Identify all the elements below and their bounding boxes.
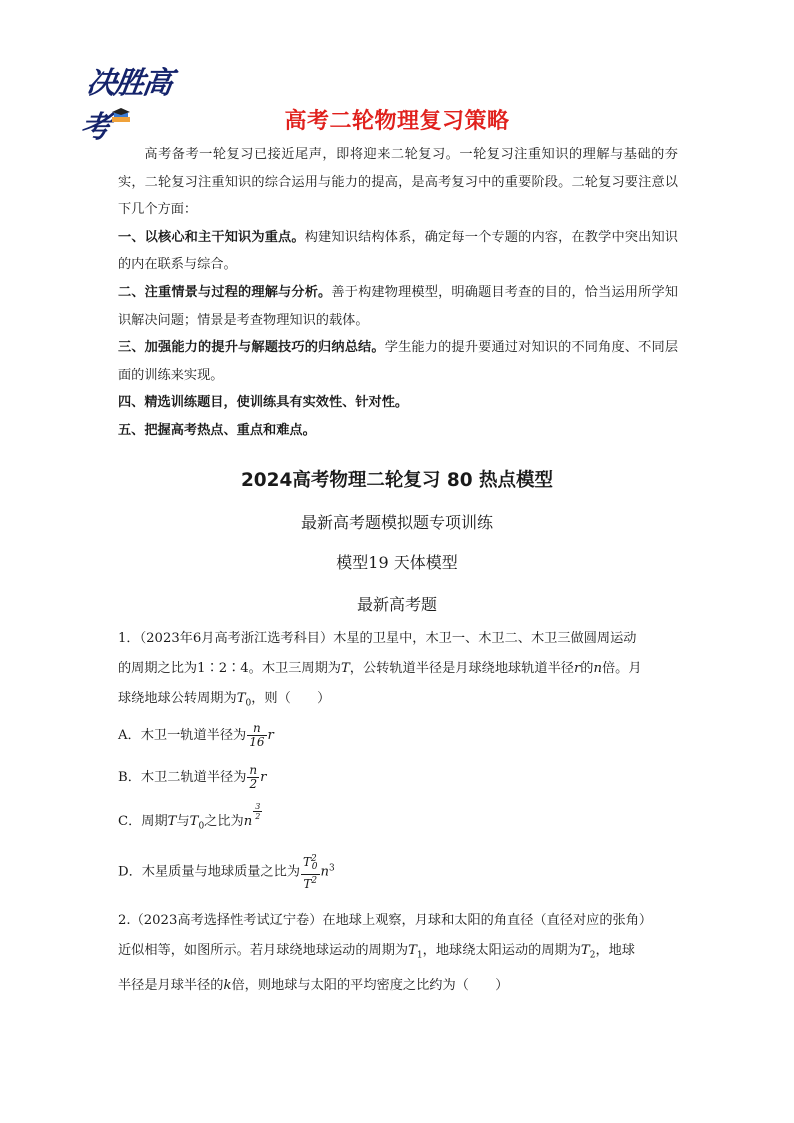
question-2 [118, 906, 678, 1001]
q2-line-2: 近似相等，如图所示。若月球绕地球运动的周期为$T_1$，地球绕太阳运动的周期为$T_2$，地球 [118, 943, 635, 961]
q2-line-3: 半径是月球半径的k倍，则地球与太阳的平均密度之比约为（ ） [118, 977, 509, 993]
point-1: 一、以核心和主干知识为重点。构建知识结构体系，确定每一个专题的内容，在教学中突出知识的内在联系与综合。 [118, 229, 678, 273]
point-3: 三、加强能力的提升与解题技巧的归纳总结。学生能力的提升要通过对知识的不同角度、不同层面的训练来实现。 [118, 340, 679, 383]
fraction: $\frac{n}{16}$ [249, 721, 265, 749]
q2-line-1: 2.（2023高考选择性考试辽宁卷）在地球上观察，月球和太阳的角直径（直径对应的张角） [118, 913, 653, 928]
logo-text: 决胜高考 [77, 66, 174, 145]
subtitle-section: 最新高考题 [356, 595, 437, 614]
point-4: 四、精选训练题目，使训练具有实效性、针对性。 [118, 395, 409, 411]
subtitle-training: 最新高考题模拟题专项训练 [300, 513, 493, 532]
strategy-body [118, 141, 678, 445]
q1-option-d[interactable]: D．木星质量与地球质量之比为 $\frac{T^2_0}{T^2}$ $n^3$ [118, 854, 335, 892]
q1-line-3: 球绕地球公转周期为$T_0$，则（ ） [118, 691, 331, 709]
fraction: $\frac{n}{2}$ [249, 763, 258, 791]
q1-option-a[interactable]: A．木卫一轨道半径为 $\frac{n}{16}$ r [118, 721, 274, 749]
point-2: 二、注重情景与过程的理解与分析。善于构建物理模型，明确题目考查的目的，恰当运用所学知识解决问题；情景是考查物理知识的载体。 [118, 284, 678, 328]
q1-line-2: 的周期之比为1∶2∶4。木卫三周期为T，公转轨道半径是月球绕地球轨道半径r的n倍。月 [118, 661, 642, 676]
q1-line-1: 1．（2023年6月高考浙江选考科目）木星的卫星中，木卫一、木卫二、木卫三做圆周运动 [118, 631, 637, 646]
question-1 [118, 624, 678, 719]
q1-option-c[interactable]: C．周期T与$T_0$之比为n $\frac{3}{2}$ [118, 802, 261, 832]
q1-option-b[interactable]: B．木卫二轨道半径为 $\frac{n}{2}$ r [118, 763, 267, 791]
main-title: 2024高考物理二轮复习 80 热点模型 [240, 470, 554, 491]
exponent-fraction: $\frac{3}{2}$ [255, 802, 261, 821]
strategy-title: 高考二轮物理复习策略 [284, 109, 510, 134]
intro-paragraph: 高考备考一轮复习已接近尾声，即将迎来二轮复习。一轮复习注重知识的理解与基础的夯实，二轮复习注重知识的综合运用与能力的提高，是高考复习中的重要阶段。二轮复习要注意以下几个方面： [118, 147, 678, 218]
point-5: 五、把握高考热点、重点和难点。 [118, 422, 316, 438]
subtitle-model: 模型19 天体模型 [336, 553, 458, 572]
fraction: $\frac{T^2_0}{T^2}$ [303, 854, 318, 892]
